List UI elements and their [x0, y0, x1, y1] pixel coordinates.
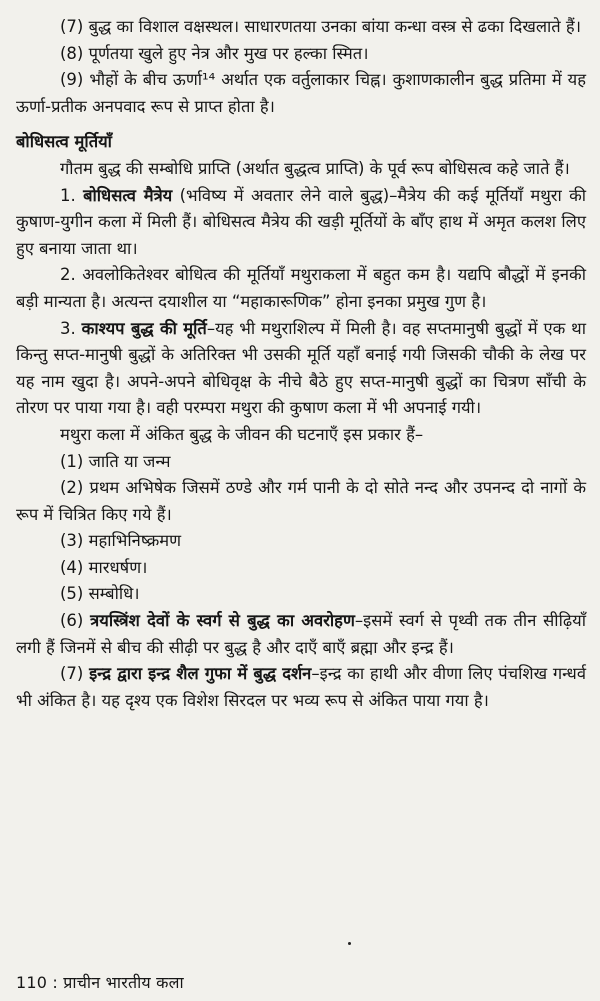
list-item: 3. काश्यप बुद्ध की मूर्ति–यह भी मथुराशिल्प में मिली है। वह सप्तमानुषी बुद्धों में एक था किन्तु सप्त-मानुषी बुद्धों के अतिरिक्त भी उसकी मूर्ति यहाँ बनाई गयी जिसकी चौकी के लेख पर यह नाम खुदा है। अपने-अपने बोधिवृक्ष के नीचे बैठे हुए सप्त-मानुषी बुद्धों का चित्रण साँची के तोरण पर पाया गया है। वही परम्परा मथुरा की कुषाण कला में भी अपनाई गयी। — [16, 318, 586, 418]
list-item: (5) सम्बोधि। — [60, 584, 140, 604]
list-item: (6) त्रयस्त्रिंश देवों के स्वर्ग से बुद्ध का अवरोहण–इसमें स्वर्ग से पृथ्वी तक तीन सीढ़ियाँ लगी हैं जिनमें से बीच की सीढ़ी पर बुद्ध है और दाएँ बाएँ ब्रह्मा और इन्द्र हैं। — [16, 611, 586, 657]
list-item: (1) जाति या जन्म — [60, 451, 171, 471]
list-item: (4) मारधर्षण। — [60, 557, 148, 577]
events-intro: मथुरा कला में अंकित बुद्ध के जीवन की घटनाएँ इस प्रकार हैं– — [60, 424, 424, 444]
decorative-dot — [348, 942, 351, 945]
page-footer: 110 : प्राचीन भारतीय कला — [16, 973, 184, 992]
list-item: (7) बुद्ध का विशाल वक्षस्थल। साधारणतया उनका बांया कन्धा वस्त्र से ढका दिखलाते हैं। — [60, 17, 581, 36]
body-text — [16, 14, 586, 714]
list-item: 2. अवलोकितेश्वर बोधित्व की मूर्तियाँ मथुराकला में बहुत कम है। यद्यपि बौद्धों में इनकी बड़ी मान्यता है। अत्यन्त दयाशील या “महाकारूणिक” होना इनका प्रमुख गुण है। — [16, 265, 587, 311]
section-heading: बोधिसत्व मूर्तियाँ — [16, 132, 112, 152]
list-item: (2) प्रथम अभिषेक जिसमें ठण्डे और गर्म पानी के दो सोते नन्द और उपनन्द दो नागों के रूप में चित्रित किए गये हैं। — [16, 478, 586, 524]
list-item: 1. बोधिसत्व मैत्रेय (भविष्य में अवतार लेने वाले बुद्ध)–मैत्रेय की कई मूर्तियाँ मथुरा की कुषाण-युगीन कला में मिली हैं। बोधिसत्व मैत्रेय की खड़ी मूर्तियों के बाँए हाथ में अमृत कलश लिए हुए बनाया जाता था। — [16, 185, 587, 258]
list-item: (7) इन्द्र द्वारा इन्द्र शैल गुफा में बुद्ध दर्शन–इन्द्र का हाथी और वीणा लिए पंचशिख गन्धर्व भी अंकित है। यह दृश्य एक विशेश सिरदल पर भव्य रूप से अंकित पाया गया है। — [16, 664, 586, 710]
list-item: (8) पूर्णतया खुले हुए नेत्र और मुख पर हल्का स्मित। — [60, 43, 369, 63]
list-item: (3) महाभिनिष्क्रमण — [60, 531, 182, 551]
list-item: (9) भौहों के बीच ऊर्णा¹⁴ अर्थात एक वर्तुलाकार चिह्न। कुशाणकालीन बुद्ध प्रतिमा में यह ऊर्णा-प्रतीक अनपवाद रूप से प्राप्त होता है। — [16, 70, 586, 116]
intro-paragraph: गौतम बुद्ध की सम्बोधि प्राप्ति (अर्थात बुद्धत्व प्राप्ति) के पूर्व रूप बोधिसत्व कहे जाते हैं। — [60, 158, 570, 178]
